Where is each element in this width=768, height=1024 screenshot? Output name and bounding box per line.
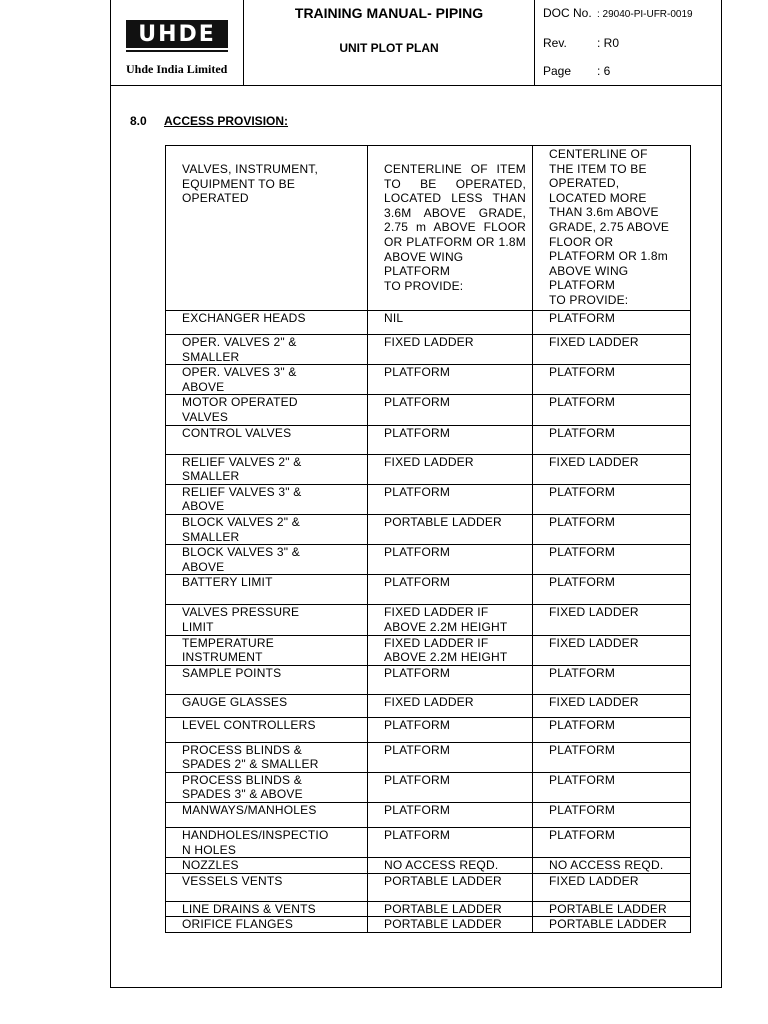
cell-item: PROCESS BLINDS & SPADES 3" & ABOVE [166,772,368,802]
cell-below-limit: PLATFORM [368,742,533,772]
section-heading [130,114,288,128]
cell-item: NOZZLES [166,858,368,874]
table-row [166,873,691,901]
header-cell-below-limit-text: CENTERLINE OF ITEM TO BE OPERATED, LOCATED LESS THAN 3.6M ABOVE GRADE, 2.75 m ABOVE FLOOR OR PLATFORM OR 1.8M ABOVE WING PLATFORM TO PROVIDE: [384,162,526,293]
cell-below-limit: PLATFORM [368,365,533,395]
doc-meta-block [535,0,722,85]
cell-above-limit: FIXED LADDER [533,873,691,901]
cell-below-limit: PORTABLE LADDER [368,514,533,544]
cell-above-limit: PLATFORM [533,484,691,514]
access-provision-table [165,145,691,933]
table-row [166,901,691,917]
cell-item: BLOCK VALVES 2" & SMALLER [166,514,368,544]
cell-above-limit: PLATFORM [533,772,691,802]
table-header-row [166,146,691,311]
cell-below-limit: PORTABLE LADDER [368,917,533,933]
cell-below-limit: FIXED LADDER [368,694,533,717]
table-row [166,454,691,484]
table-row [166,575,691,605]
header-cell-above-limit: CENTERLINE OF THE ITEM TO BE OPERATED, LOCATED MORE THAN 3.6m ABOVE GRADE, 2.75 ABOVE FLOOR OR PLATFORM OR 1.8m ABOVE WING PLATFORM TO PROVIDE: [533,146,691,311]
rev-value: : R0 [597,36,620,50]
page-label: Page [543,64,572,78]
doc-no-row [543,6,693,20]
cell-item: OPER. VALVES 2" & SMALLER [166,335,368,365]
rev-row [543,36,619,50]
cell-above-limit: PLATFORM [533,803,691,828]
table-row [166,545,691,575]
table-row [166,665,691,694]
cell-below-limit: NIL [368,311,533,335]
cell-item: TEMPERATURE INSTRUMENT [166,635,368,665]
cell-below-limit: FIXED LADDER [368,335,533,365]
cell-below-limit: FIXED LADDER IF ABOVE 2.2M HEIGHT [368,605,533,635]
table-row [166,803,691,828]
table-row [166,717,691,742]
table-row [166,828,691,858]
cell-above-limit: FIXED LADDER [533,694,691,717]
section-title: ACCESS PROVISION: [164,114,289,128]
cell-above-limit: PLATFORM [533,395,691,425]
cell-item: SAMPLE POINTS [166,665,368,694]
cell-item: MANWAYS/MANHOLES [166,803,368,828]
cell-above-limit: FIXED LADDER [533,605,691,635]
cell-above-limit: PLATFORM [533,575,691,605]
cell-item: PROCESS BLINDS & SPADES 2" & SMALLER [166,742,368,772]
doc-no-label: DOC No. [543,6,592,20]
cell-above-limit: PLATFORM [533,742,691,772]
cell-below-limit: PLATFORM [368,828,533,858]
cell-below-limit: PLATFORM [368,772,533,802]
cell-item: CONTROL VALVES [166,425,368,454]
table-row [166,635,691,665]
cell-above-limit: PORTABLE LADDER [533,917,691,933]
cell-above-limit: PLATFORM [533,514,691,544]
cell-below-limit: PLATFORM [368,395,533,425]
cell-below-limit: PLATFORM [368,575,533,605]
table-row [166,694,691,717]
cell-item: VESSELS VENTS [166,873,368,901]
section-number: 8.0 [130,114,147,128]
cell-above-limit: PLATFORM [533,717,691,742]
cell-below-limit: PLATFORM [368,717,533,742]
table-row [166,335,691,365]
cell-item: LEVEL CONTROLLERS [166,717,368,742]
cell-above-limit: PLATFORM [533,545,691,575]
cell-item: HANDHOLES/INSPECTIO N HOLES [166,828,368,858]
cell-item: BATTERY LIMIT [166,575,368,605]
company-name: Uhde India Limited [126,62,228,76]
cell-below-limit: FIXED LADDER IF ABOVE 2.2M HEIGHT [368,635,533,665]
cell-below-limit: PLATFORM [368,425,533,454]
table-row [166,514,691,544]
cell-item: RELIEF VALVES 2" & SMALLER [166,454,368,484]
manual-subtitle: UNIT PLOT PLAN [339,41,439,55]
cell-above-limit: PLATFORM [533,311,691,335]
doc-no-value: : 29040-PI-UFR-0019 [597,9,693,20]
cell-below-limit: PLATFORM [368,665,533,694]
table-row [166,742,691,772]
logo-block [110,0,244,85]
uhde-logo: UHDE [126,20,228,48]
cell-above-limit: PLATFORM [533,665,691,694]
table-row [166,917,691,933]
table-row [166,484,691,514]
table-row [166,858,691,874]
page-value: : 6 [597,64,611,78]
cell-item: OPER. VALVES 3" & ABOVE [166,365,368,395]
cell-above-limit: FIXED LADDER [533,335,691,365]
page-row [543,64,610,78]
cell-item: LINE DRAINS & VENTS [166,901,368,917]
cell-above-limit: FIXED LADDER [533,454,691,484]
cell-item: ORIFICE FLANGES [166,917,368,933]
table-row [166,311,691,335]
document-header [110,0,722,86]
table-row [166,425,691,454]
cell-above-limit: PLATFORM [533,828,691,858]
cell-item: EXCHANGER HEADS [166,311,368,335]
table-row [166,365,691,395]
table-row [166,772,691,802]
cell-above-limit: PORTABLE LADDER [533,901,691,917]
cell-above-limit: FIXED LADDER [533,635,691,665]
cell-above-limit: NO ACCESS REQD. [533,858,691,874]
cell-item: MOTOR OPERATED VALVES [166,395,368,425]
cell-above-limit: PLATFORM [533,365,691,395]
title-block [244,0,535,85]
cell-item: RELIEF VALVES 3" & ABOVE [166,484,368,514]
cell-above-limit: PLATFORM [533,425,691,454]
cell-item: BLOCK VALVES 3" & ABOVE [166,545,368,575]
table-row [166,395,691,425]
cell-below-limit: PLATFORM [368,484,533,514]
header-cell-item: VALVES, INSTRUMENT, EQUIPMENT TO BE OPERATED [166,146,368,311]
manual-title: TRAINING MANUAL- PIPING [294,5,484,21]
cell-below-limit: PLATFORM [368,803,533,828]
cell-below-limit: PLATFORM [368,545,533,575]
rev-label: Rev. [543,36,567,50]
cell-below-limit: NO ACCESS REQD. [368,858,533,874]
cell-below-limit: PORTABLE LADDER [368,873,533,901]
table-body [166,146,691,933]
cell-item: VALVES PRESSURE LIMIT [166,605,368,635]
cell-item: GAUGE GLASSES [166,694,368,717]
header-cell-below-limit [368,146,533,311]
cell-below-limit: FIXED LADDER [368,454,533,484]
table-row [166,605,691,635]
cell-below-limit: PORTABLE LADDER [368,901,533,917]
